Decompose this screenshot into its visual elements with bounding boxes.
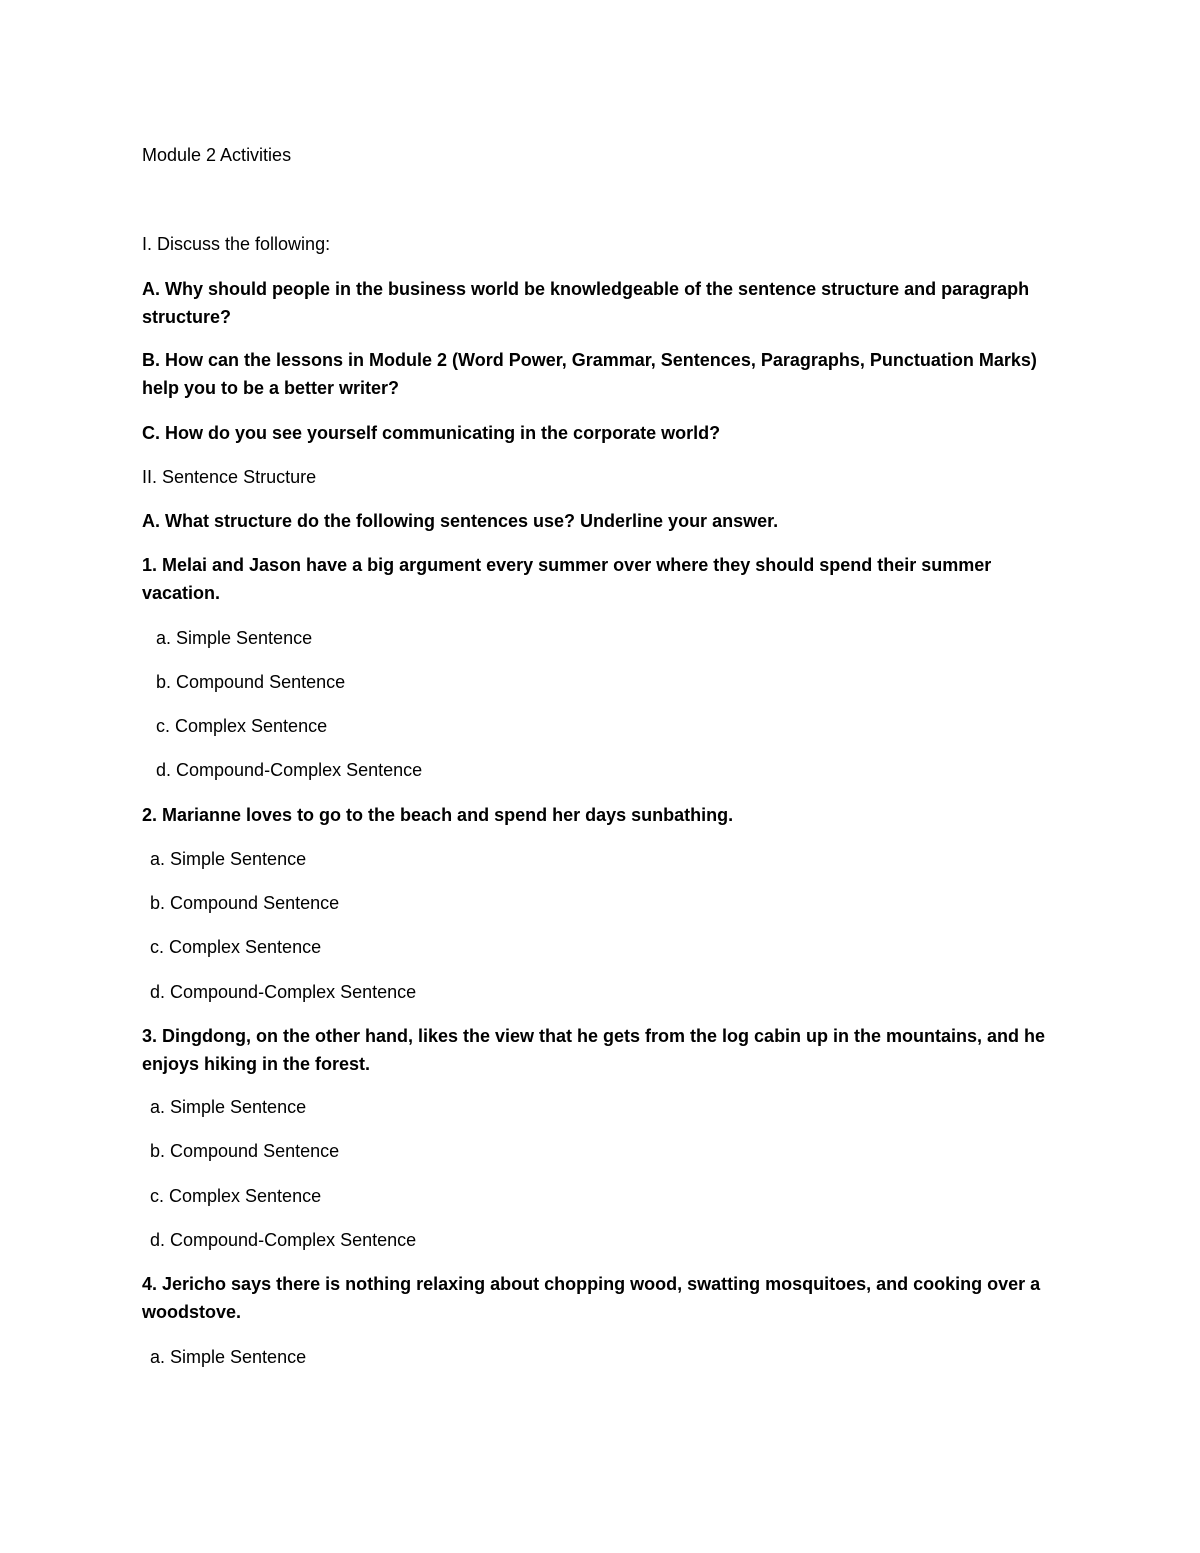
item-1-option-c: c. Complex Sentence — [156, 716, 328, 736]
part2-instruction: A. What structure do the following sentences use? Underline your answer. — [142, 511, 779, 531]
item-3-option-d: d. Compound-Complex Sentence — [150, 1230, 417, 1250]
item-1-option-a: a. Simple Sentence — [156, 628, 313, 648]
item-1-option-d: d. Compound-Complex Sentence — [156, 760, 423, 780]
item-1-question: 1. Melai and Jason have a big argument every summer over where they should spend their summer vacation. — [142, 555, 992, 603]
part2-heading: II. Sentence Structure — [142, 467, 317, 487]
document-title: Module 2 Activities — [142, 145, 292, 165]
item-2-option-b: b. Compound Sentence — [150, 893, 340, 913]
item-3-option-b: b. Compound Sentence — [150, 1141, 340, 1161]
item-4-option-a: a. Simple Sentence — [150, 1347, 307, 1367]
item-4-question: 4. Jericho says there is nothing relaxing about chopping wood, swatting mosquitoes, and cooking over a woodstove. — [142, 1274, 1041, 1322]
item-2-option-c: c. Complex Sentence — [150, 937, 322, 957]
item-2-option-d: d. Compound-Complex Sentence — [150, 982, 417, 1002]
question-b: B. How can the lessons in Module 2 (Word Power, Grammar, Sentences, Paragraphs, Punctuation Marks) help you to be a better writer? — [142, 350, 1037, 398]
item-3-option-a: a. Simple Sentence — [150, 1097, 307, 1117]
item-1-option-b: b. Compound Sentence — [156, 672, 346, 692]
question-a: A. Why should people in the business world be knowledgeable of the sentence structure and paragraph structure? — [142, 279, 1030, 327]
item-2-question: 2. Marianne loves to go to the beach and spend her days sunbathing. — [142, 805, 734, 825]
item-2-option-a: a. Simple Sentence — [150, 849, 307, 869]
item-3-option-c: c. Complex Sentence — [150, 1186, 322, 1206]
item-3-question: 3. Dingdong, on the other hand, likes the view that he gets from the log cabin up in the mountains, and he enjoys hiking in the forest. — [142, 1026, 1046, 1074]
question-c: C. How do you see yourself communicating in the corporate world? — [142, 423, 721, 443]
part1-heading: I. Discuss the following: — [142, 234, 331, 254]
